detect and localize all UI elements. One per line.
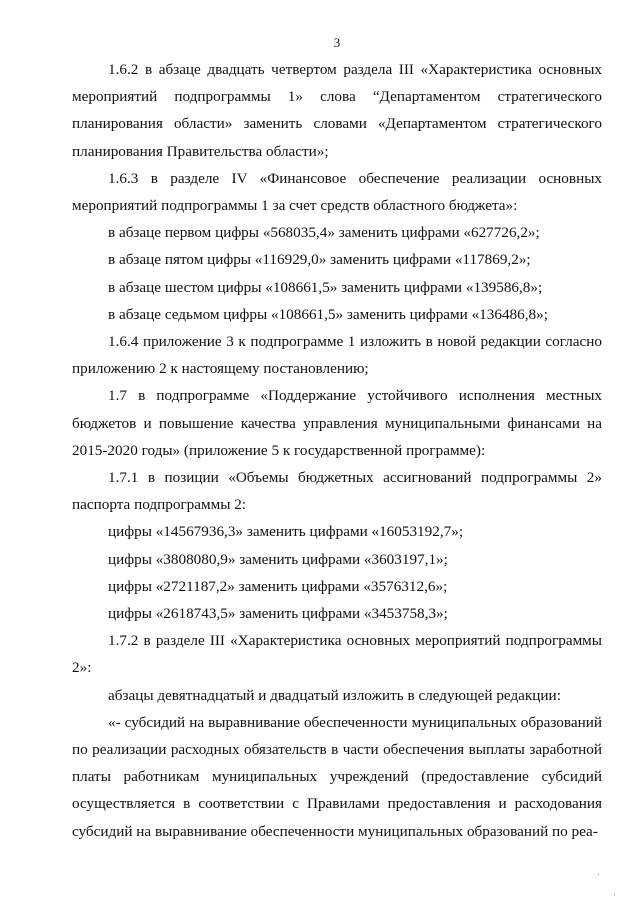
paragraph-1-7-2: 1.7.2 в разделе III «Характеристика основных мероприятий подпрограммы 2»: [72, 632, 602, 677]
list-item: цифры «2721187,2» заменить цифрами «3576312,6»; [108, 577, 448, 595]
page-number: 3 [333, 35, 341, 50]
list-item: в абзаце шестом цифры «108661,5» заменить цифрами «139586,8»; [108, 278, 543, 296]
paragraph-1-6-4: 1.6.4 приложение 3 к подпрограмме 1 изложить в новой редакции согласно приложению 2 к настоящему постановлению; [72, 333, 602, 378]
list-item: цифры «14567936,3» заменить цифрами «16053192,7»; [108, 523, 464, 541]
paragraph-subsidies: «- субсидий на выравнивание обеспеченности муниципальных образований по реализации расходных обязательств в части обеспечения выплаты заработной платы работникам муниципальных учреждений (предоставление субсидий осуществляется в соответствии с Правилами предоставления и расходования субсидий на выравнивание обеспеченности муниципальных образований по реа- [72, 713, 602, 840]
list-item: цифры «2618743,5» заменить цифрами «3453758,3»; [108, 605, 448, 623]
paragraph-1-6-3: 1.6.3 в разделе IV «Финансовое обеспечение реализации основных мероприятий подпрограммы 1 за счет средств областного бюджета»: [72, 169, 602, 215]
document-page [72, 34, 602, 845]
list-item: в абзаце седьмом цифры «108661,5» заменить цифрами «136486,8»; [108, 305, 548, 323]
list-item: в абзаце пятом цифры «116929,0» заменить цифрами «117869,2»; [108, 251, 531, 269]
scan-speck [614, 894, 615, 895]
list-item: в абзаце первом цифры «568035,4» заменить цифрами «627726,2»; [108, 224, 540, 242]
paragraph-1-6-2: 1.6.2 в абзаце двадцать четвертом раздела III «Характеристика основных мероприятий подпрограммы 1» слова “Департаментом стратегического планирования области» заменить словами «Департаментом стратегического планирования Правительства области»; [72, 61, 602, 160]
list-item: цифры «3808080,9» заменить цифрами «3603197,1»; [108, 550, 448, 568]
paragraph-1-7-1: 1.7.1 в позиции «Объемы бюджетных ассигнований подпрограммы 2» паспорта подпрограммы 2: [72, 469, 602, 514]
document-body [72, 56, 602, 845]
list-item: абзацы девятнадцатый и двадцатый изложить в следующей редакции: [108, 686, 561, 704]
paragraph-1-7: 1.7 в подпрограмме «Поддержание устойчивого исполнения местных бюджетов и повышение качества управления муниципальными финансами на 2015-2020 годы» (приложение 5 к государственной программе): [72, 387, 602, 459]
scan-speck [598, 874, 599, 875]
